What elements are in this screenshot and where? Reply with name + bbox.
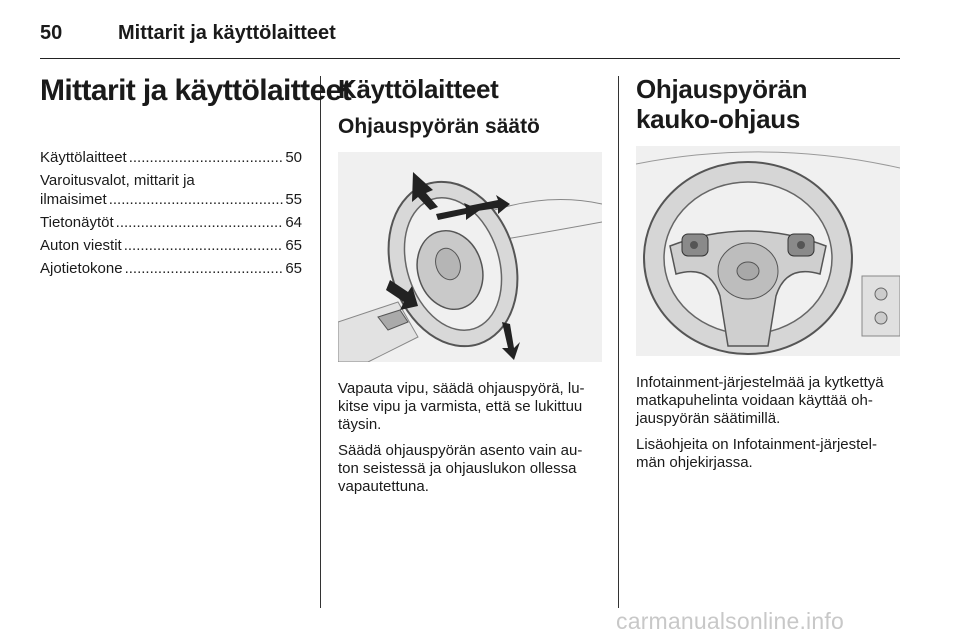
column-divider <box>320 76 321 608</box>
toc-entry-label: Käyttölaitteet <box>40 149 127 166</box>
toc-leader-dots <box>124 236 284 255</box>
toc-entry[interactable] <box>40 171 302 209</box>
steering-remote-control-illustration <box>636 146 900 356</box>
toc-page-number: 65 <box>285 260 302 277</box>
toc-entry-label: ilmaisimet <box>40 191 107 208</box>
toc-leader-dots <box>109 190 284 209</box>
watermark: carmanualsonline.info <box>616 608 844 634</box>
subsection-title: Ohjauspyörän säätö <box>338 115 540 138</box>
section-column <box>636 72 900 472</box>
running-title: Mittarit ja käyttölaitteet <box>118 22 336 44</box>
paragraph: Lisäohjeita on Infotainment-järjestel-män ohjekirjassa. <box>636 436 877 471</box>
chapter-column <box>40 72 352 282</box>
toc-entry[interactable] <box>40 236 302 255</box>
toc-page-number: 64 <box>285 214 302 231</box>
toc-page-number: 65 <box>285 237 302 254</box>
steering-adjustment-illustration <box>338 152 602 362</box>
page-header <box>40 18 900 59</box>
paragraph: Säädä ohjauspyörän asento vain au-ton seistessä ja ohjauslukon ollessa vapautettuna. <box>338 442 583 495</box>
paragraph: Vapauta vipu, säädä ohjauspyörä, lu-kitse vipu ja varmista, että se lukittuu täysin. <box>338 380 585 433</box>
table-of-contents <box>40 148 302 278</box>
toc-leader-dots <box>125 259 284 278</box>
toc-page-number: 50 <box>285 149 302 166</box>
chapter-title: Mittarit ja käyttölaitteet <box>40 74 352 107</box>
steering-wheel-adjust-figure <box>338 152 602 362</box>
column-divider <box>618 76 619 608</box>
page-number: 50 <box>40 22 63 44</box>
toc-entry-label: Varoitusvalot, mittarit ja <box>40 172 195 189</box>
section-title: Ohjauspyörän kauko-ohjaus <box>636 74 808 134</box>
toc-leader-dots <box>116 213 284 232</box>
toc-entry-label: Tietonäytöt <box>40 214 114 231</box>
toc-entry-label: Auton viestit <box>40 237 122 254</box>
toc-page-number: 55 <box>285 191 302 208</box>
section-column <box>338 72 602 496</box>
toc-entry[interactable] <box>40 148 302 167</box>
toc-entry[interactable] <box>40 259 302 278</box>
steering-wheel-controls-figure <box>636 146 900 356</box>
toc-entry-label: Ajotietokone <box>40 260 123 277</box>
paragraph: Infotainment-järjestelmää ja kytkettyä matkapuhelinta voidaan käyttää oh-jauspyörän säätimillä. <box>636 374 884 427</box>
toc-entry[interactable] <box>40 213 302 232</box>
toc-leader-dots <box>129 148 284 167</box>
section-title: Käyttölaitteet <box>338 74 499 104</box>
